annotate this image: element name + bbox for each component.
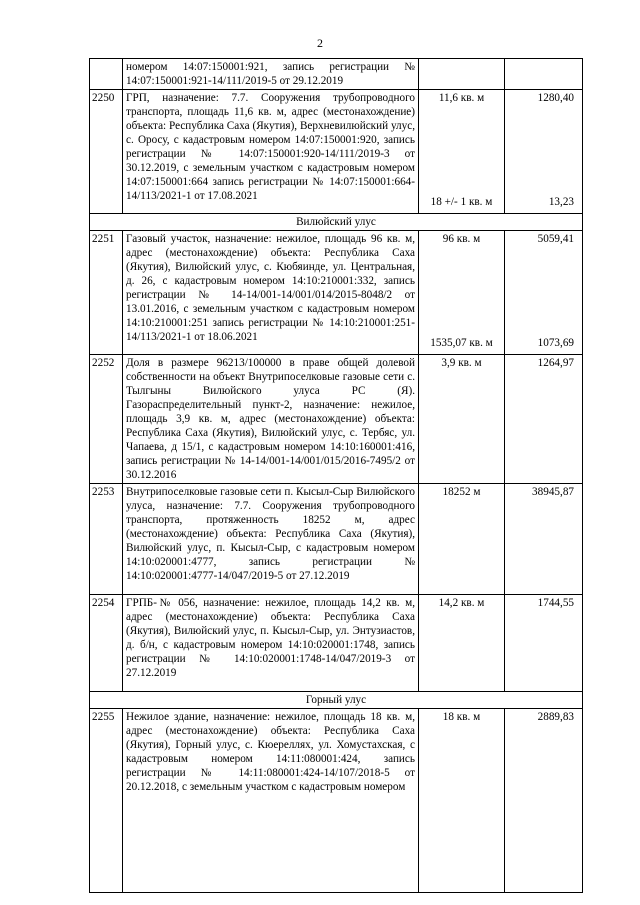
row-number: 2252	[90, 355, 123, 484]
area-cell	[419, 231, 505, 355]
area-value: 14,2 кв. м	[438, 597, 485, 609]
table-row	[90, 484, 583, 595]
row-number: 2250	[90, 90, 123, 214]
section-title: Горный улус	[90, 692, 583, 709]
property-description: Газовый участок, назначение: нежилое, площадь 96 кв. м, адрес (местонахождение) объекта: Республика Саха (Якутия), Вилюйский улус, с. Кюбяинде, ул. Центральная, д. 26, с кадастровым номером 14:10:210001:332, запись регистрации № 14-14/001-14/001/014/2015-8048/2 от 13.01.2016, с земельным участком с кадастровым номером 14:10:210001:251 запись регистрации № 14:10:210001:251-14/113/2021-1 от 18.06.2021	[123, 231, 419, 355]
value-cell	[505, 595, 583, 692]
section-row	[90, 692, 583, 709]
area-value: 11,6 кв. м	[438, 92, 485, 104]
table-row	[90, 231, 583, 355]
value-cell	[505, 355, 583, 484]
value-cell	[505, 59, 583, 90]
land-cost-value: 13,23	[548, 196, 574, 208]
area-cell	[419, 484, 505, 595]
value-cell	[505, 484, 583, 595]
row-number: 2253	[90, 484, 123, 595]
table-row	[90, 90, 583, 214]
table-row	[90, 709, 583, 893]
property-table	[89, 58, 583, 893]
cost-value: 5059,41	[537, 233, 574, 245]
cost-value: 1264,97	[537, 357, 574, 369]
value-cell	[505, 231, 583, 355]
row-number: 2254	[90, 595, 123, 692]
property-description: Доля в размере 96213/100000 в праве общей долевой собственности на объект Внутрипоселковые газовые сети с. Тылгыны Вилюйского улуса РС (Я). Газораспределительный пункт-2, назначение: нежилое, площадь 3,9 кв. м, адрес (местонахождение) объекта: Республика Саха (Якутия), Вилюйский улус, с. Тербяс, ул. Чапаева, д 15/1, с кадастровым номером 14:10:160001:416, запись регистрации № 14-14/001-14/001/015/2016-7495/2 от 30.12.2016	[123, 355, 419, 484]
area-cell	[419, 355, 505, 484]
property-description: номером 14:07:150001:921, запись регистрации № 14:07:150001:921-14/111/2019-5 от 29.12.2019	[123, 59, 419, 90]
page-number: 2	[317, 36, 323, 50]
area-value: 3,9 кв. м	[441, 357, 482, 369]
cost-value: 38945,87	[532, 486, 574, 498]
table-row	[90, 59, 583, 90]
property-description: ГРПБ-№ 056, назначение: нежилое, площадь 14,2 кв. м, адрес (местонахождение) объекта: Республика Саха (Якутия), Вилюйский улус, п. Кысыл-Сыр, ул. Энтузиастов, д. б/н, с кадастровым номером 14:10:020001:1748, запись регистрации № 14:10:020001:1748-14/047/2019-3 от 27.12.2019	[123, 595, 419, 692]
table-row	[90, 595, 583, 692]
area-cell	[419, 59, 505, 90]
value-cell	[505, 90, 583, 214]
table-row	[90, 355, 583, 484]
area-value: 18252 м	[442, 486, 481, 498]
area-value: 18 кв. м	[442, 711, 481, 723]
area-value: 96 кв. м	[442, 233, 481, 245]
property-description: ГРП, назначение: 7.7. Сооружения трубопроводного транспорта, площадь 11,6 кв. м, адрес (местонахождение) объекта: Республика Саха (Якутия), Верхневилюйский улус, с. Оросу, с кадастровым номером 14:07:150001:920, запись регистрации № 14:07:150001:920-14/111/2019-3 от 30.12.2019, с земельным участком с кадастровым номером 14:07:150001:664 запись регистрации № 14:07:150001:664-14/113/2021-1 от 17.08.2021	[123, 90, 419, 214]
land-area-value: 1535,07 кв. м	[430, 337, 493, 349]
area-cell	[419, 90, 505, 214]
area-cell	[419, 595, 505, 692]
value-cell	[505, 709, 583, 893]
cost-value: 1280,40	[537, 92, 574, 104]
property-description: Нежилое здание, назначение: нежилое, площадь 18 кв. м, адрес (местонахождение) объекта: Республика Саха (Якутия), Горный улус, с. Кюереллях, ул. Хомустахская, с кадастровым номером 14:11:080001:424, запись регистрации № 14:11:080001:424-14/107/2018-5 от 20.12.2018, с земельным участком с кадастровым номером	[123, 709, 419, 893]
cost-value: 1744,55	[537, 597, 574, 609]
area-cell	[419, 709, 505, 893]
land-area-value: 18 +/- 1 кв. м	[430, 196, 493, 208]
section-row	[90, 214, 583, 231]
row-number	[90, 59, 123, 90]
land-cost-value: 1073,69	[537, 337, 574, 349]
cost-value: 2889,83	[537, 711, 574, 723]
property-description: Внутрипоселковые газовые сети п. Кысыл-Сыр Вилюйского улуса, назначение: 7.7. Сооружения трубопроводного транспорта, протяженность 18252 м, адрес (местонахождение) объекта: Республика Саха (Якутия), Вилюйский улус, п. Кысыл-Сыр, с кадастровым номером 14:10:020001:4777, запись регистрации № 14:10:020001:4777-14/047/2019-5 от 27.12.2019	[123, 484, 419, 595]
row-number: 2251	[90, 231, 123, 355]
row-number: 2255	[90, 709, 123, 893]
section-title: Вилюйский улус	[90, 214, 583, 231]
